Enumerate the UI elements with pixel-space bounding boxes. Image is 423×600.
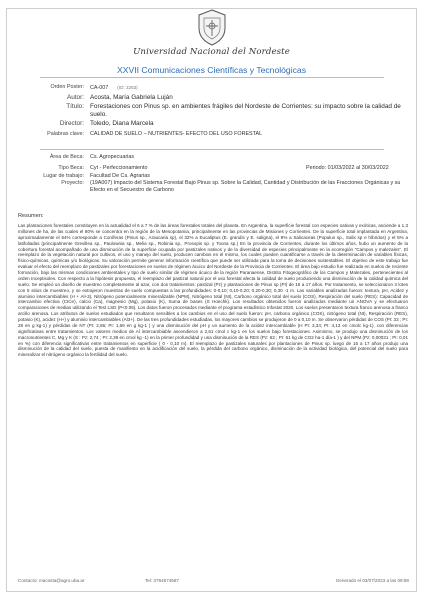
lugar-trabajo-label: Lugar de trabajo: xyxy=(43,172,84,179)
autor-label: Autor: xyxy=(66,94,84,102)
field-autor xyxy=(10,94,414,103)
proyecto-value: (19A007) Impacto del Sistema Forestal Bajo Pinus sp. Sobre la Calidad, Cantidad y Distribución de las Fracciones Orgánicas y su Efecto en el Secuestro de Carbono xyxy=(90,179,401,194)
university-logo xyxy=(0,8,423,57)
header-divider xyxy=(40,77,384,78)
tipo-beca-value: Cyt - Perfeccionamiento xyxy=(90,165,148,172)
orden-poster-value: CA-007 xyxy=(90,85,109,91)
director-value: Toledo, Diana Marcela xyxy=(90,120,154,128)
tipo-beca-label: Tipo Beca: xyxy=(58,165,84,172)
field-tipo-beca xyxy=(10,165,414,172)
field-titulo xyxy=(10,103,414,120)
fields-divider xyxy=(40,149,384,150)
proyecto-label: Proyecto: xyxy=(61,179,84,186)
field-director xyxy=(10,120,414,129)
area-beca-value: Cs. Agropecuarias xyxy=(90,154,135,160)
periodo-label: Periodo: xyxy=(306,165,327,172)
university-emblem-icon xyxy=(195,8,229,46)
footer-generated: Generado el 03/07/2023 a las 09:59 xyxy=(335,578,409,583)
resumen-text: Las plantaciones forestales constituyen en la actualidad el 6 a 7 % de las áreas forestales totales del planeta. En Argentina, la superficie forestal con especies nativas y exóticas, asciende a 1,3 millones de ha, de las cuales el 80% se concentra en la región de la Mesopotamia, principalmente en las provincias de Misiones y Corrientes. De la superficie total implantada en Argentina, aproximadamente el 54% corresponde a Coníferas (Pinus sp., Araucaria sp), el 32% a Eucaliptus (E. grandis y E. saligna), el 9% a Salicaceas (Populus sp., Salix sp e híbridos) y el 5% a latifoliadas (principalmente Grevillea sp., Paulownia sp., Melia sp., Robinia sp., Prosopis sp. y Toona sp.) En la provincia de Corrientes, durante los últimos años, hubo un aumento de la cobertura forestal acompañado de una disminución de la superficie ocupada por pastizales nativos y de la diversidad de especies principalmente en la ecorregión "Campos y malezales". El reemplazo de la vegetación natural por cultivos, el uso y manejo del suelo, producen cambios en el mismo, los cuales pueden cuantificarse a través de la determinación de variables físicas, físico-químicas, químicas y/o biológicas. Su valoración permite generar información científica que puede ser utilizada para la toma de decisiones sustentables. El objetivo de este trabajo fue evaluar el efecto del reemplazo de pastizales por forestaciones en suelos de régimen ácuico del Nordeste de la Provincia de Corrientes. El área bajo estudio fue realizada en suelos de reciente formación, bajo las mismas condiciones ambientales y tipo de suelo similar de régimen ácuico de la región Paranaense, Distrito Fitogeográfico de los Campos y Malezales, pertenecientes al orden Inceptisoles. Con respecto a la hipótesis propuesta, el reemplazo del pastizal natural por el uso forestal afecta la calidad de suelo produciendo una disminución de la calidad química del suelo. Se empleó un diseño de muestreo completamente al azar, con dos tratamientos: pastizal (Pz) y plantaciones de Pinus sp (PI) de 15 a 17 años. Por tratamiento, se seleccionaron 3 lotes con 5 sitios de muestreo, y se extrajeron muestras de suelo compuestas a las profundidades: 0-0,10; 0,10-0,20; 0,20-0,30; 0,30 -1 m. Las variables analizadas fueron: textura, pH, Acidez y aluminio intercambiables (H + Al+3), Nitrógeno potencialmente mineralizable (NPM), Nitrógeno total (Nt), Carbono orgánico total del suelo (COS), Respiración del suelo (RES); Capacidad de intercambio efectiva (CICe), calcio (Ca), magnesio (Mg), potasio (K), Suma de bases (S Hoechk). Los resultados obtenidos fueron analizados mediante un ANOVA y se efectuaron comparaciones de medias utilizando el Test LSD (P<0.05). Los datos fueron procesados mediante el programa estadístico Infostat 2020. Los suelos presentaron textura franco arenosa a franco arcillo arenosa. Los atributos de suelos estudiados que resultaron sensibles a los cambios en el uso del suelo fueron: pH, carbono orgánico (COS), nitrógeno total (Nt), Respiración (RES), potasio (K), acidez (H+) y aluminio intercambiables (Al3+). De las tres profundidades estudiadas, los mayores cambios se produjeron de 0 a 0,10 m. Se observaron pérdidas de COS (PI: 33 ; PI: 28 en g kg-1) y pérdidas de NT (PI: 2,86; PI: 1,69 en g kg-1 ) y una disminución del pH y un aumento de la acidez intercambiable (H PI: 3,34; PI: 4,13 en cmolc kg-1), con diferencias significativas entre tratamientos. Los valores medios de Al intercambiable ascendieron a 2,61 cmol c kg-1 en los suelos bajo forestaciones. Asimismo, se produjo una disminución de los macronutrientes C, Mg y K (S : Pz: 2,74 ; PI: 2,38 en cmol kg -1) en la primer profundidad y una disminución de la RES (Pz: 63 ; PI: 51 kg de CO2 ha-1 día-1 ) y del NPM (Pz: 0,00031 ; PI: 0,01 en %) con diferencia significativas entre tratamientos en superficie ( 0 - 0,10 m). El reemplazo de pastizales naturales por plantaciones de Pinus sp. luego de 15 a 17 años produjo una disminución de la calidad del suelo, puesta de manifiesto en la acidificación del suelo, la pérdida del carbono orgánico, disminución de la actividad biológica, del potencial del suelo para mineralizar el nitrógeno orgánico la fertilidad del suelo. xyxy=(18,223,408,358)
periodo-value: 01/03/2022 al 30/03/2022 xyxy=(327,165,389,172)
autor-value: Acosta, María Gabriela Luján xyxy=(90,94,173,102)
palabras-clave-label: Palabras clave: xyxy=(47,130,84,137)
titulo-label: Título: xyxy=(66,102,84,110)
resumen-label: Resumen: xyxy=(18,213,44,219)
page-footer xyxy=(18,578,409,586)
event-title: XXVII Comunicaciones Científicas y Tecnológicas xyxy=(117,65,306,75)
field-area-beca xyxy=(10,154,414,161)
orden-poster-id: (ID: 2253) xyxy=(117,85,138,90)
field-orden-poster xyxy=(10,84,414,92)
field-palabras-clave xyxy=(10,131,414,138)
field-lugar-trabajo xyxy=(10,173,414,180)
university-name: Universidad Nacional del Nordeste xyxy=(133,47,290,57)
footer-contact: Contacto: macosta@agro.uba.ar xyxy=(18,578,85,583)
area-beca-label: Área de Beca: xyxy=(49,154,84,160)
periodo xyxy=(306,165,389,172)
footer-phone: Tel: 3794674587 xyxy=(145,578,179,583)
palabras-clave-value: CALIDAD DE SUELO – NUTRIENTES- EFECTO DEL USO FORESTAL xyxy=(90,130,263,137)
beca-fields xyxy=(10,154,414,194)
field-proyecto xyxy=(10,180,414,195)
lugar-trabajo-value: Facultad De Cs. Agrarias xyxy=(90,172,150,179)
orden-poster-label: Orden Poster: xyxy=(50,84,84,90)
titulo-value: Forestaciones con Pinus sp. en ambientes frágiles del Nordeste de Corrientes: su impacto sobre la calidad de suelo. xyxy=(90,102,401,119)
director-label: Director: xyxy=(59,120,84,128)
poster-fields xyxy=(10,84,414,138)
